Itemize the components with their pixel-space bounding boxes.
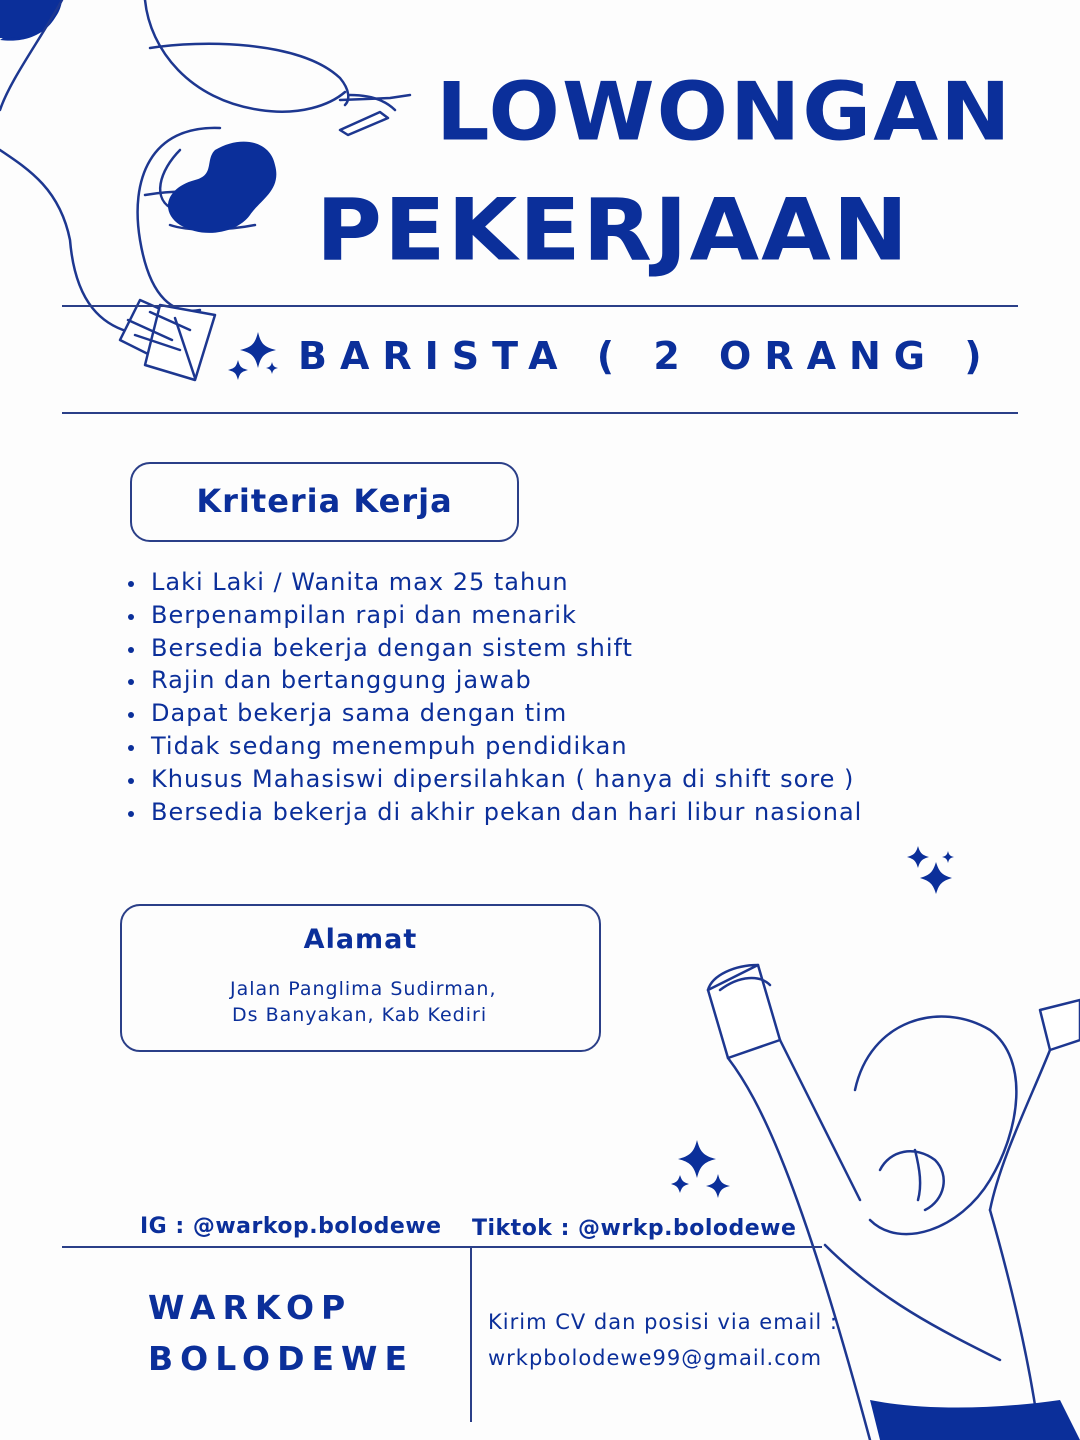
job-position: BARISTA ( 2 ORANG ) bbox=[298, 334, 995, 378]
address-heading: Alamat bbox=[303, 924, 418, 955]
criteria-heading: Kriteria Kerja bbox=[196, 482, 453, 520]
sparkle-icon bbox=[706, 1174, 730, 1198]
criteria-item: Khusus Mahasiswi dipersilahkan ( hanya di shift sore ) bbox=[125, 763, 862, 796]
criteria-item: Dapat bekerja sama dengan tim bbox=[125, 697, 862, 730]
brand-line-2: BOLODEWE bbox=[148, 1339, 414, 1378]
sparkle-icon bbox=[678, 1140, 716, 1178]
address-box bbox=[120, 904, 601, 1052]
contact-instruction: Kirim CV dan posisi via email : bbox=[488, 1310, 838, 1334]
brand-line-1: WARKOP bbox=[148, 1288, 353, 1327]
criteria-item: Bersedia bekerja di akhir pekan dan hari libur nasional bbox=[125, 796, 862, 829]
title-line-2: PEKERJAAN bbox=[316, 180, 911, 281]
sparkle-icon bbox=[942, 851, 954, 863]
instagram-handle: IG : @warkop.bolodewe bbox=[140, 1214, 442, 1239]
sparkle-icon bbox=[671, 1175, 689, 1193]
title-line-1: LOWONGAN bbox=[436, 65, 1013, 159]
address-line-2: Ds Banyakan, Kab Kediri bbox=[232, 1004, 488, 1026]
sparkle-icon bbox=[240, 332, 276, 368]
divider-footer bbox=[62, 1246, 822, 1248]
criteria-item: Berpenampilan rapi dan menarik bbox=[125, 599, 862, 632]
divider-top bbox=[62, 305, 1018, 307]
criteria-list bbox=[125, 566, 862, 828]
divider-under-position bbox=[62, 412, 1018, 414]
criteria-item: Laki Laki / Wanita max 25 tahun bbox=[125, 566, 862, 599]
criteria-item: Rajin dan bertanggung jawab bbox=[125, 664, 862, 697]
sparkle-icon bbox=[907, 846, 929, 868]
sparkle-icon bbox=[228, 360, 248, 380]
address-line-1: Jalan Panglima Sudirman, bbox=[230, 978, 497, 1000]
criteria-heading-box bbox=[130, 462, 519, 542]
divider-footer-vertical bbox=[470, 1247, 472, 1422]
sparkle-icon bbox=[920, 862, 952, 894]
contact-email[interactable]: wrkpbolodewe99@gmail.com bbox=[488, 1346, 823, 1370]
criteria-item: Bersedia bekerja dengan sistem shift bbox=[125, 632, 862, 665]
criteria-item: Tidak sedang menempuh pendidikan bbox=[125, 730, 862, 763]
sparkle-icon bbox=[266, 362, 278, 374]
tiktok-handle: Tiktok : @wrkp.bolodewe bbox=[472, 1216, 797, 1241]
